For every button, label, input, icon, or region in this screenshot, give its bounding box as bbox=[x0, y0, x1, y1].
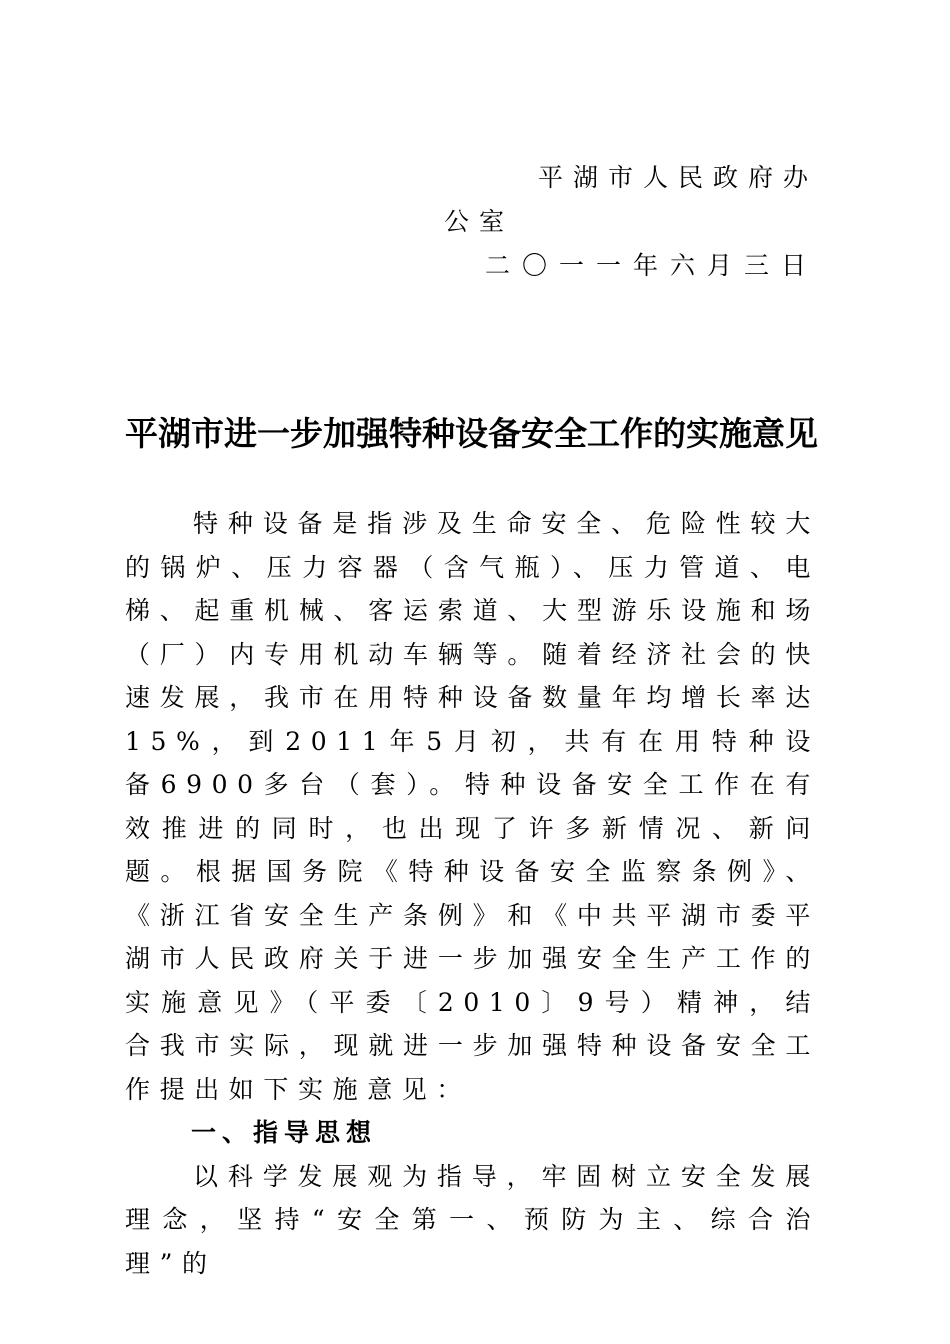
document-body bbox=[125, 502, 820, 1285]
issuer-line-1: 平湖市人民政府办 bbox=[537, 163, 818, 192]
issuer-line-2: 公室 bbox=[444, 207, 515, 236]
document-title: 平湖市进一步加强特种设备安全工作的实施意见 bbox=[125, 414, 818, 453]
intro-paragraph: 特种设备是指涉及生命安全、危险性较大的锅炉、压力容器（含气瓶）、压力管道、电梯、起重机械、客运索道、大型游乐设施和场（厂）内专用机动车辆等。随着经济社会的快速发展，我市在用特种设备数量年均增长率达15%，到2011年5月初，共有在用特种设备6900多台（套）。特种设备安全工作在有效推进的同时，也出现了许多新情况、新问题。根据国务院《特种设备安全监察条例》、《浙江省安全生产条例》和《中共平湖市委平湖市人民政府关于进一步加强安全生产工作的实施意见》（平委〔2010〕9号）精神，结合我市实际，现就进一步加强特种设备安全工作提出如下实施意见： bbox=[125, 509, 820, 1104]
section-paragraph: 以科学发展观为指导，牢固树立安全发展理念，坚持“安全第一、预防为主、综合治理”的 bbox=[125, 1161, 820, 1278]
issue-date: 二〇一一年六月三日 bbox=[484, 251, 818, 280]
section-heading-guiding-ideology: 一、指导思想 bbox=[191, 1118, 378, 1147]
